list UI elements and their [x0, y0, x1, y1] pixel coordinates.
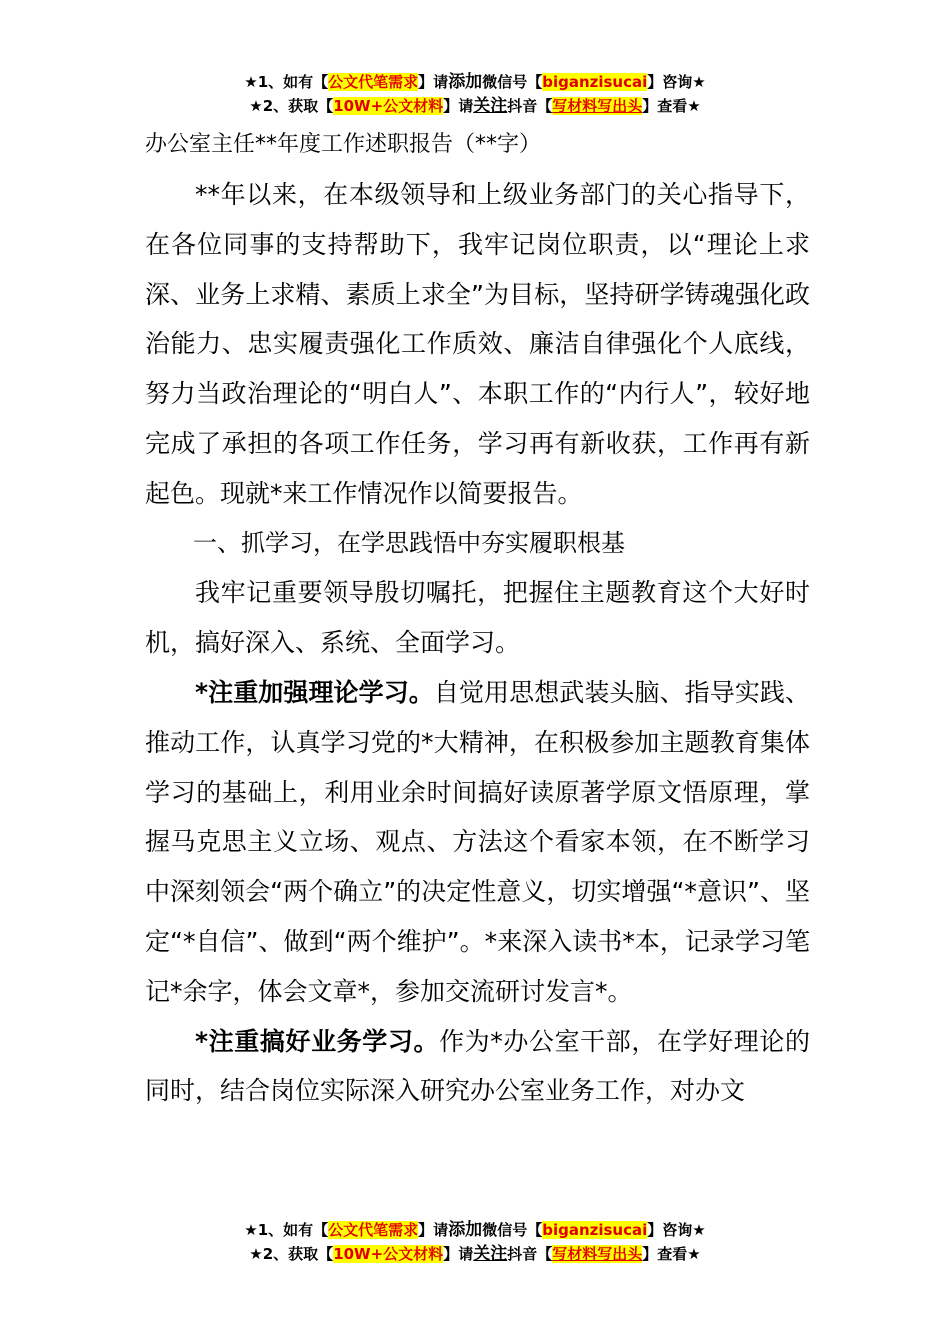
paragraph-4-lead: *注重搞好业务学习。: [195, 1026, 440, 1056]
banner-highlight-douyin: 写材料写出头: [552, 97, 643, 115]
footer-banner-line-1: [0, 1218, 950, 1242]
paragraph-2: 我牢记重要领导殷切嘱托，把握住主题教育这个大好时机，搞好深入、系统、全面学习。: [145, 578, 810, 658]
banner-text: 抖音【: [507, 1245, 553, 1263]
banner-text: ★1、如有【: [244, 73, 329, 91]
banner-highlight-wechat: biganzisucai: [542, 1221, 648, 1239]
banner-highlight: 10W+公文材料: [333, 97, 444, 115]
banner-highlight-wechat: biganzisucai: [542, 73, 648, 91]
banner-highlight: 公文代笔需求: [328, 73, 419, 91]
paragraph-3: [145, 668, 810, 1017]
banner-text: 】请: [443, 97, 474, 115]
banner-text: 】查看★: [642, 97, 701, 115]
banner-highlight-douyin: 写材料写出头: [552, 1245, 643, 1263]
banner-text: ★1、如有【: [244, 1221, 329, 1239]
banner-text: 】咨询★: [647, 73, 706, 91]
banner-text: ★2、获取【: [249, 1245, 334, 1263]
banner-text: 】请: [418, 73, 449, 91]
banner-line-2: [0, 94, 950, 118]
paragraph-4: [145, 1017, 810, 1117]
banner-text: 】咨询★: [647, 1221, 706, 1239]
banner-highlight: 10W+公文材料: [333, 1245, 444, 1263]
header-banner: [0, 70, 950, 118]
paragraph-3-lead: *注重加强理论学习。: [195, 677, 434, 707]
footer-banner: [0, 1218, 950, 1266]
footer-banner-line-2: [0, 1242, 950, 1266]
banner-emphasis: 添加: [448, 72, 483, 92]
section-heading-1: 一、抓学习，在学思践悟中夯实履职根基: [193, 528, 625, 557]
banner-line-1: [0, 70, 950, 94]
banner-emphasis: 关注: [473, 96, 508, 116]
paragraph-intro: **年以来，在本级领导和上级业务部门的关心指导下，在各位同事的支持帮助下，我牢记岗位职责，以“理论上求深、业务上求精、素质上求全”为目标，坚持研学铸魂强化政治能力、忠实履责强化工作质效、廉洁自律强化个人底线，努力当政治理论的“明白人”、本职工作的“内行人”，较好地完成了承担的各项工作任务，学习再有新收获，工作再有新起色。现就*来工作情况作以简要报告。: [145, 180, 810, 508]
banner-text: 】请: [418, 1221, 449, 1239]
banner-text: 】请: [443, 1245, 474, 1263]
banner-emphasis: 添加: [448, 1220, 483, 1240]
document-body: [145, 170, 810, 1116]
paragraph-3-text: 自觉用思想武装头脑、指导实践、推动工作，认真学习党的*大精神，在积极参加主题教育集体学习的基础上，利用业余时间搞好读原著学原文悟原理，掌握马克思主义立场、观点、方法这个看家本领，在不断学习中深刻领会“两个确立”的决定性意义，切实增强“*意识”、坚定“*自信”、做到“两个维护”。*来深入读书*本，记录学习笔记*余字，体会文章*，参加交流研讨发言*。: [145, 677, 810, 1006]
banner-emphasis: 关注: [473, 1244, 508, 1264]
banner-highlight: 公文代笔需求: [328, 1221, 419, 1239]
banner-text: ★2、获取【: [249, 97, 334, 115]
banner-text: 微信号【: [482, 73, 543, 91]
document-title: 办公室主任**年度工作述职报告（**字）: [145, 132, 542, 157]
banner-text: 抖音【: [507, 97, 553, 115]
banner-text: 微信号【: [482, 1221, 543, 1239]
banner-text: 】查看★: [642, 1245, 701, 1263]
paragraph-4-text: 作为*办公室干部，在学好理论的同时，结合岗位实际深入研究办公室业务工作，对办文: [145, 1026, 810, 1106]
